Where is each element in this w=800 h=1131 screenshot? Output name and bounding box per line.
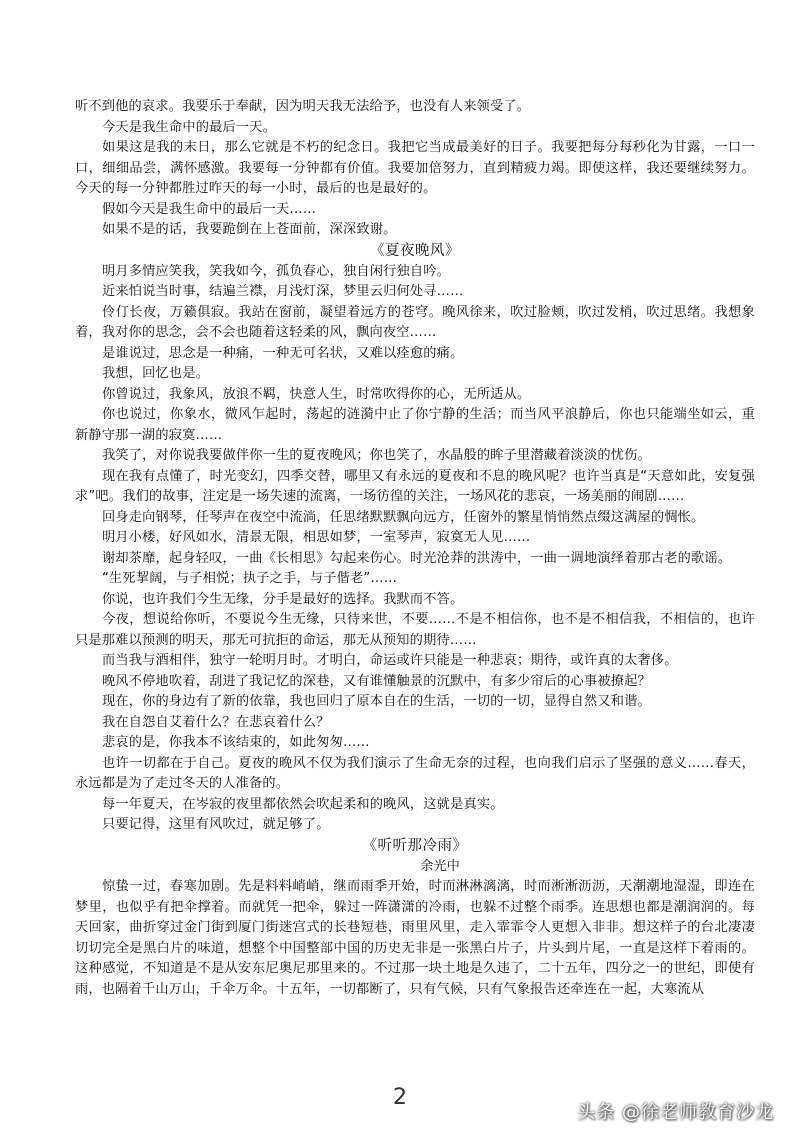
section-title-summer-night-wind: 《夏夜晚风》 xyxy=(370,242,460,259)
paragraph: 你也说过，你象水，微风乍起时，荡起的涟漪中止了你宁静的生活；而当风平浪静后，你也只能端坐如云，重新静守那一湖的寂寞…… xyxy=(75,407,755,443)
page-number: 2 xyxy=(393,1085,407,1110)
watermark: 头条 @徐老师教育沙龙 xyxy=(577,1102,774,1123)
paragraph: 如果这是我的末日，那么它就是不朽的纪念日。我把它当成最美好的日子。我要把每分每秒化为甘露，一口一口，细细品尝，满怀感激。我要每一分钟都有价值。我要加倍努力，直到精疲力竭。即使这样，我还要继续努力。今天的每一分钟都胜过昨天的每一小时，最后的也是最好的。 xyxy=(75,140,755,196)
paragraph: 每一年夏天，在岑寂的夜里都依然会吹起柔和的晚风，这就是真实。 xyxy=(102,796,504,812)
paragraph: 你曾说过，我象风，放浪不羁，快意人生，时常吹得你的心，无所适从。 xyxy=(102,386,531,402)
section-summer-night-wind xyxy=(75,262,755,836)
paragraph: 而当我与酒相伴，独守一轮明月时。才明白，命运或许只能是一种悲哀；期待，或许真的太奢侈。 xyxy=(102,653,678,668)
paragraph: 只要记得，这里有风吹过，就足够了。 xyxy=(102,817,330,832)
section-title-listen-cold-rain: 《听听那冷雨》 xyxy=(362,837,468,854)
paragraph: 我笑了，对你说我要做伴你一生的夏夜晚风；你也笑了，水晶般的眸子里潜藏着淡淡的忧伤。 xyxy=(102,448,651,463)
document-page xyxy=(75,97,755,1000)
paragraph: 我在自怨自艾着什么？在悲哀着什么？ xyxy=(102,714,330,730)
paragraph: 我想，回忆也是。 xyxy=(102,366,210,381)
paragraph: 伶仃长夜，万籁俱寂。我站在窗前，凝望着远方的苍穹。晚风徐来，吹过脸颊，吹过发梢，吹过思绪。我想象着，我对你的思念，会不会也随着这轻柔的风，飘向夜空…… xyxy=(75,304,755,340)
paragraph: 晚风不停地吹着，刮进了我记忆的深巷，又有谁懂触景的沉默中，有多少帘后的心事被撩起？ xyxy=(102,673,651,689)
paragraph: 明月小楼，好风如水，清景无限，相思如梦，一室琴声，寂寞无人见…… xyxy=(102,530,531,545)
author-name: 余光中 xyxy=(420,858,460,874)
paragraph: 近来怕说当时事，结遍兰襟，月浅灯深，梦里云归何处寻…… xyxy=(102,284,464,299)
paragraph: 也许一切都在于自己。夏夜的晚风不仅为我们演示了生命无奈的过程，也向我们启示了坚强的意义……春天，永远都是为了走过冬天的人准备的。 xyxy=(75,755,755,791)
paragraph: 你说，也许我们今生无缘，分手是最好的选择。我默而不答。 xyxy=(102,591,464,607)
section-listen-cold-rain xyxy=(75,877,755,1000)
paragraph: 听不到他的哀求。我要乐于奉献，因为明天我无法给予，也没有人来领受了。 xyxy=(75,99,531,114)
paragraph: 现在我有点懂了，时光变幻，四季交替，哪里又有永远的夏夜和不息的晚风呢？也许当真是“天意如此，安复强求”吧。我们的故事，注定是一场失速的流离，一场彷徨的关注，一场风花的悲哀，一场美丽的闹剧…… xyxy=(75,468,755,504)
paragraph: 是谁说过，思念是一种痛，一种无可名状，又难以痊愈的痛。 xyxy=(102,345,464,361)
paragraph: 假如今天是我生命中的最后一天…… xyxy=(102,201,317,217)
paragraph: 惊蛰一过，春寒加剧。先是料料峭峭，继而雨季开始，时而淋淋漓漓，时而淅淅沥沥，天潮潮地湿湿，即连在梦里，也似乎有把伞撑着。而就凭一把伞，躲过一阵潇潇的冷雨，也躲不过整个雨季。连思想也都是潮润润的。每天回家，曲折穿过金门街到厦门街迷宫式的长巷短巷，雨里风里，走入霏霏令人更想入非非。想这样子的台北凄凄切切完全是黑白片的味道，想整个中国整部中国的历史无非是一张黑白片子，片头到片尾，一直是这样下着雨的。这种感觉，不知道是不是从安东尼奥尼那里来的。不过那一块土地是久违了，二十五年，四分之一的世纪，即使有雨，也隔着千山万山，千伞万伞。十五年，一切都断了，只有气候，只有气象报告还牵连在一起，大寒流从 xyxy=(75,879,755,997)
paragraph: 回身走向钢琴，任琴声在夜空中流淌，任思绪默默飘向远方，任窗外的繁星悄悄然点缀这满屋的惆怅。 xyxy=(102,509,705,525)
paragraph: 悲哀的是，你我本不该结束的，如此匆匆…… xyxy=(102,735,370,750)
paragraph: 如果不是的话，我要跪倒在上苍面前，深深致谢。 xyxy=(102,222,397,237)
paragraph: “生死挈阔，与子相悦；执子之手，与子偕老”…… xyxy=(102,571,398,586)
paragraph: 今夜，想说给你听，不要说今生无缘，只待来世，不要……不是不相信你，也不是不相信我，不相信的，也许只是那难以预测的明天，那无可抗拒的命运，那无从预知的期待…… xyxy=(75,612,755,648)
paragraph: 现在，你的身边有了新的依靠，我也回归了原本自在的生活，一切的一切，显得自然又和谐。 xyxy=(102,694,651,709)
paragraph: 谢却茶靡，起身轻叹，一曲《长相思》勾起来伤心。时光沧莽的洪涛中，一曲一调地演绎着那古老的歌谣。 xyxy=(102,550,732,566)
paragraph: 今天是我生命中的最后一天。 xyxy=(102,119,277,135)
text-block-intro xyxy=(75,97,755,241)
paragraph: 明月多情应笑我，笑我如今，孤负春心，独自闲行独自吟。 xyxy=(102,263,451,279)
